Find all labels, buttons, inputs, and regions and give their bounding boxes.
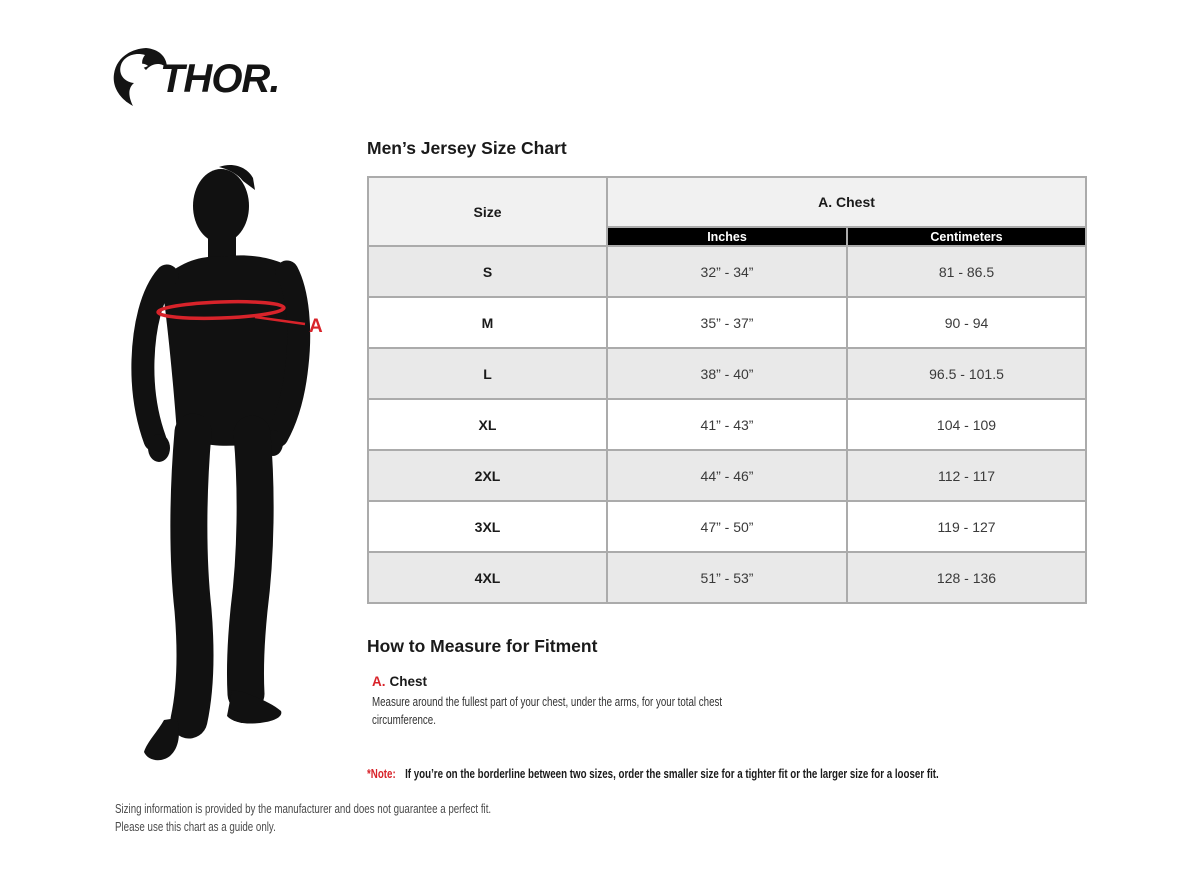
footer-disclaimer-line1: Sizing information is provided by the manufacturer and does not guarantee a perfect fit. — [115, 802, 492, 816]
centimeters-cell: 81 - 86.5 — [847, 246, 1086, 297]
centimeters-cell: 90 - 94 — [847, 297, 1086, 348]
centimeters-cell: 104 - 109 — [847, 399, 1086, 450]
unit-header-centimeters: Centimeters — [847, 227, 1086, 246]
figure-label-a: A — [309, 316, 323, 337]
thor-logo — [112, 46, 292, 108]
column-header-chest-group: A. Chest — [607, 177, 1086, 227]
inches-cell: 44” - 46” — [607, 450, 847, 501]
table-row — [368, 246, 1086, 297]
centimeters-cell: 119 - 127 — [847, 501, 1086, 552]
size-cell: XL — [368, 399, 607, 450]
male-silhouette-figure — [115, 160, 365, 780]
centimeters-cell: 128 - 136 — [847, 552, 1086, 603]
ram-head-icon — [114, 48, 167, 106]
page-title: Men’s Jersey Size Chart — [367, 138, 567, 158]
how-to-measure-heading: How to Measure for Fitment — [367, 636, 598, 656]
note — [367, 767, 939, 781]
centimeters-cell: 112 - 117 — [847, 450, 1086, 501]
size-cell: 2XL — [368, 450, 607, 501]
note-label: *Note: — [367, 767, 396, 781]
table-row — [368, 501, 1086, 552]
body-silhouette — [143, 165, 299, 760]
size-cell: L — [368, 348, 607, 399]
table-row — [368, 348, 1086, 399]
centimeters-cell: 96.5 - 101.5 — [847, 348, 1086, 399]
size-cell: S — [368, 246, 607, 297]
measure-item-name: Chest — [389, 674, 428, 689]
column-header-size: Size — [368, 177, 607, 246]
footer-disclaimer — [115, 800, 491, 836]
size-cell: M — [368, 297, 607, 348]
table-row — [368, 552, 1086, 603]
measure-item-chest — [372, 674, 824, 729]
inches-cell: 51” - 53” — [607, 552, 847, 603]
table-row — [368, 399, 1086, 450]
size-cell: 4XL — [368, 552, 607, 603]
footer-disclaimer-line2: Please use this chart as a guide only. — [115, 820, 276, 835]
unit-header-inches: Inches — [607, 227, 847, 246]
table-header-row — [368, 177, 1086, 227]
inches-cell: 35” - 37” — [607, 297, 847, 348]
measure-item-letter: A. — [372, 674, 386, 689]
inches-cell: 47” - 50” — [607, 501, 847, 552]
size-chart-table — [367, 176, 1087, 604]
table-row — [368, 450, 1086, 501]
inches-cell: 41” - 43” — [607, 399, 847, 450]
thor-wordmark: THOR. — [160, 57, 280, 101]
size-cell: 3XL — [368, 501, 607, 552]
measure-item-description: Measure around the fullest part of your chest, under the arms, for your total chest circumference. — [372, 695, 723, 728]
inches-cell: 38” - 40” — [607, 348, 847, 399]
table-row — [368, 297, 1086, 348]
measure-item-title — [372, 674, 824, 689]
inches-cell: 32” - 34” — [607, 246, 847, 297]
note-text: If you’re on the borderline between two sizes, order the smaller size for a tighter fit or the larger size for a looser fit. — [405, 767, 939, 781]
